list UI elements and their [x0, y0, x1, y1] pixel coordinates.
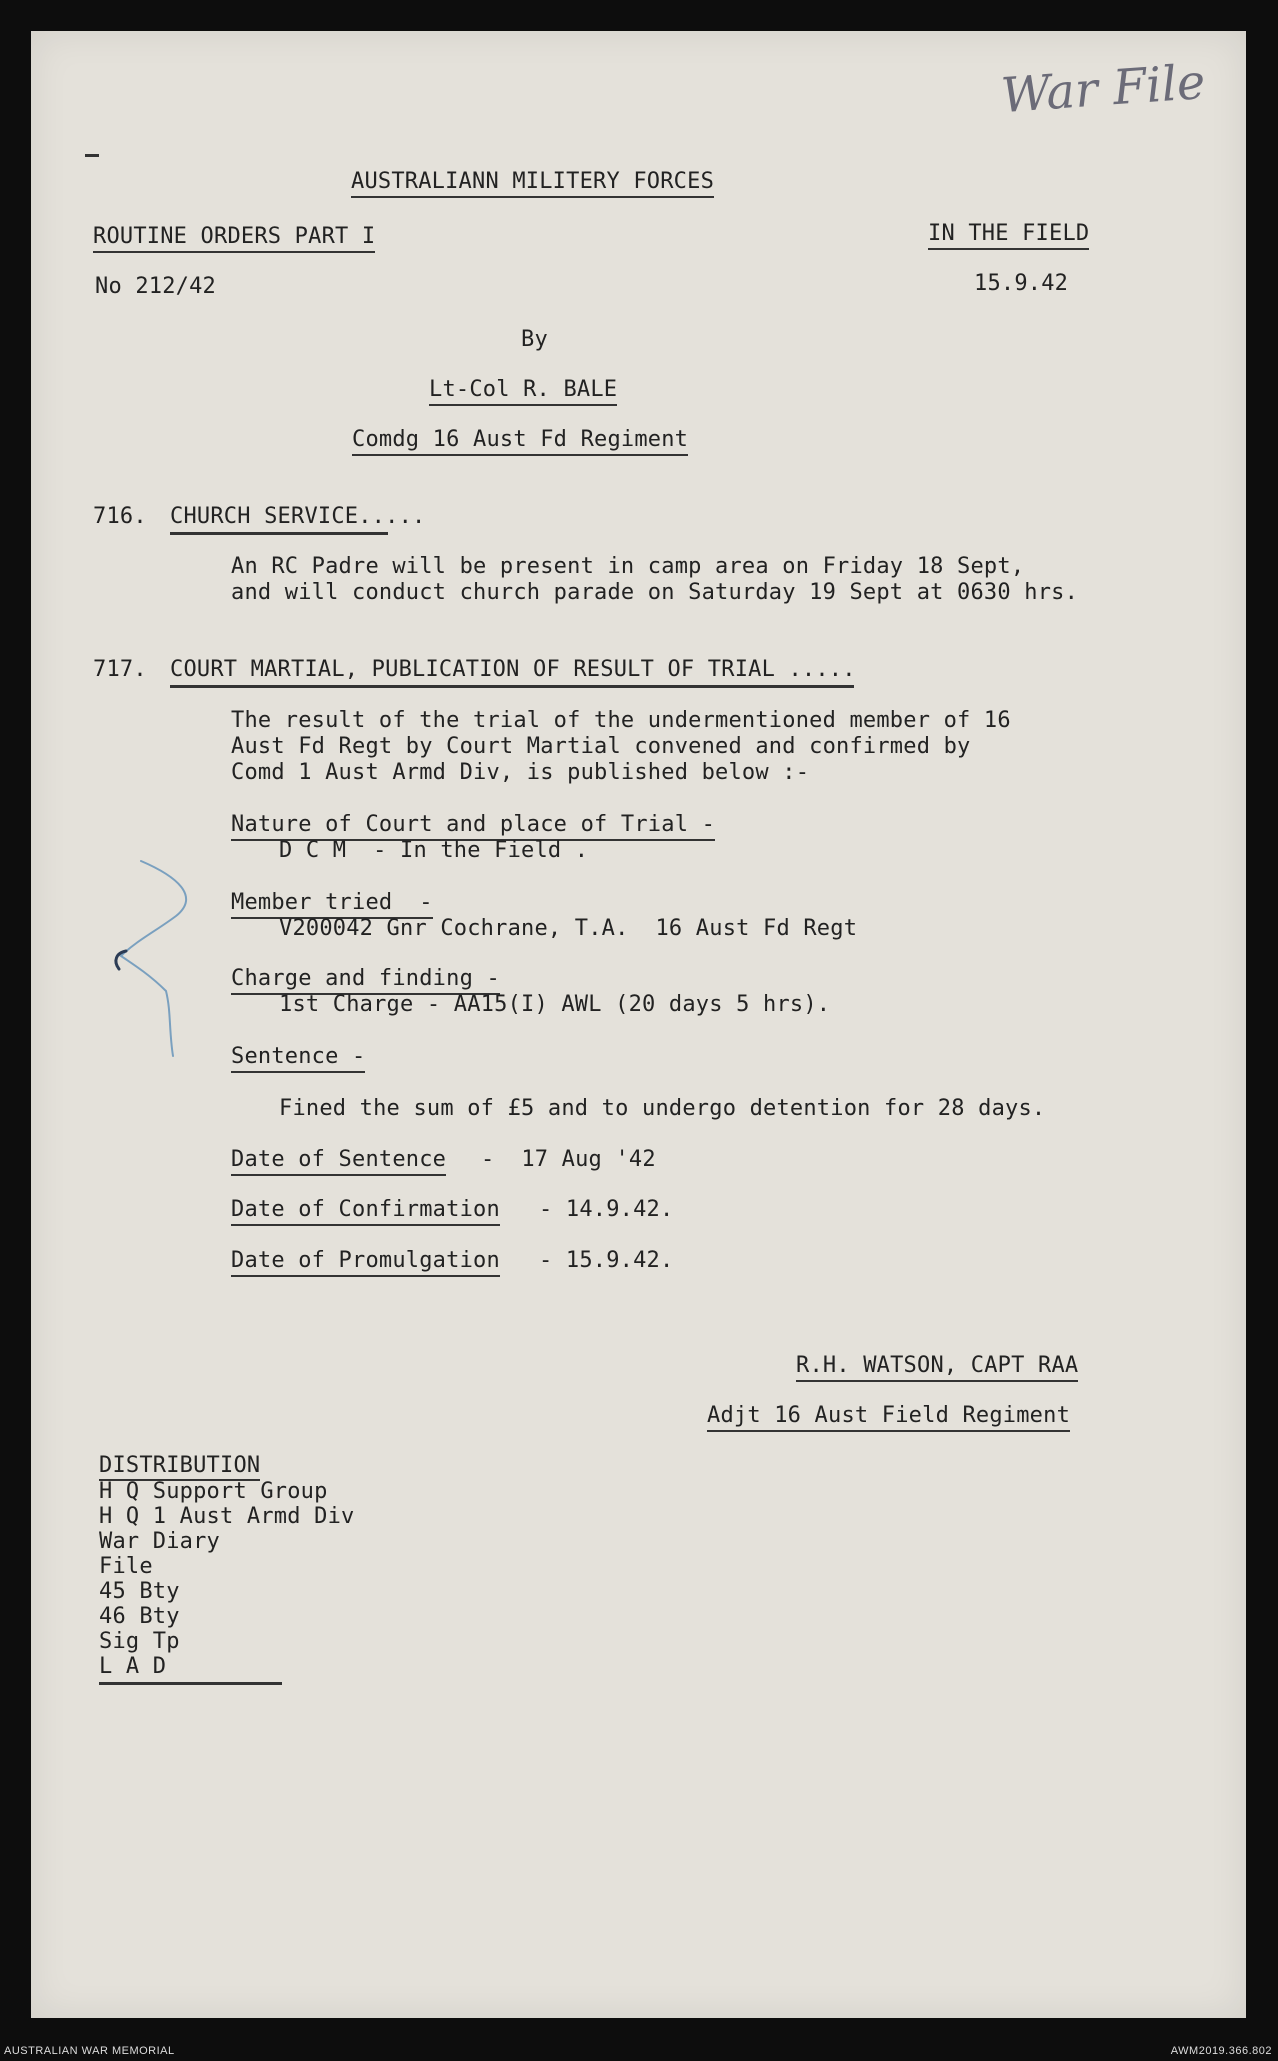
member-label: Member tried -: [231, 890, 433, 919]
routine-orders-heading: ROUTINE ORDERS PART I: [93, 224, 375, 253]
date-promulgation-value: - 15.9.42.: [539, 1248, 674, 1273]
command-unit: Comdg 16 Aust Fd Regiment: [352, 427, 688, 456]
distribution-end-rule: [99, 1682, 282, 1685]
in-the-field-heading: IN THE FIELD: [928, 221, 1089, 250]
by-line: By: [521, 327, 548, 352]
date-confirmation-label: Date of Confirmation: [231, 1197, 500, 1226]
signatory-name: R.H. WATSON, CAPT RAA: [796, 1353, 1078, 1382]
distribution-entry: Sig Tp: [99, 1629, 180, 1654]
org-heading: AUSTRALIANN MILITERY FORCES: [351, 169, 714, 198]
date-sentence-label: Date of Sentence: [231, 1147, 446, 1176]
charge-value: 1st Charge - AA15(I) AWL (20 days 5 hrs).: [279, 992, 831, 1017]
nature-label: Nature of Court and place of Trial -: [231, 812, 715, 841]
footer-credit: AUSTRALIAN WAR MEMORIAL: [4, 2045, 175, 2057]
order-number: No 212/42: [95, 274, 217, 299]
date-confirmation-value: - 14.9.42.: [539, 1197, 674, 1222]
signatory-title: Adjt 16 Aust Field Regiment: [707, 1403, 1070, 1432]
item-717-underline: [170, 685, 854, 688]
distribution-entry: H Q Support Group: [99, 1479, 328, 1504]
date-promulgation-label: Date of Promulgation: [231, 1248, 500, 1277]
sentence-value: Fined the sum of £5 and to undergo detention for 28 days.: [279, 1096, 1046, 1121]
handwritten-note: War File: [999, 53, 1208, 125]
item-717-number: 717.: [93, 657, 147, 682]
distribution-entry: War Diary: [99, 1529, 221, 1554]
member-value: V200042 Gnr Cochrane, T.A. 16 Aust Fd Regt: [279, 916, 858, 941]
document-page: [31, 31, 1246, 2018]
order-date: 15.9.42: [974, 271, 1069, 296]
stray-mark: [85, 154, 99, 157]
date-sentence-value: - 17 Aug '42: [481, 1147, 656, 1172]
item-717-body-line-2: Aust Fd Regt by Court Martial convened and confirmed by: [231, 734, 971, 759]
item-717-body-line-1: The result of the trial of the undermentioned member of 16: [231, 708, 1011, 733]
sentence-label: Sentence -: [231, 1044, 365, 1073]
blue-pen-mark: [81, 841, 211, 1071]
item-716-heading: CHURCH SERVICE.....: [170, 504, 426, 529]
distribution-entry: H Q 1 Aust Armd Div: [99, 1504, 355, 1529]
distribution-entry: 46 Bty: [99, 1604, 180, 1629]
item-716-body-line-2: and will conduct church parade on Saturday 19 Sept at 0630 hrs.: [231, 580, 1079, 605]
distribution-entry: L A D: [99, 1654, 167, 1679]
commander-name: Lt-Col R. BALE: [429, 377, 617, 406]
charge-label: Charge and finding -: [231, 966, 500, 995]
nature-value: D C M - In the Field .: [279, 838, 589, 863]
item-717-body-line-3: Comd 1 Aust Armd Div, is published below :-: [231, 760, 810, 785]
footer-accession: AWM2019.366.802: [1170, 2045, 1272, 2057]
distribution-entry: File: [99, 1554, 153, 1579]
item-717-heading: COURT MARTIAL, PUBLICATION OF RESULT OF TRIAL .....: [170, 657, 856, 682]
item-716-underline: [170, 532, 388, 535]
distribution-heading: DISTRIBUTION: [99, 1454, 260, 1481]
item-716-body-line-1: An RC Padre will be present in camp area on Friday 18 Sept,: [231, 554, 1025, 579]
item-716-number: 716.: [93, 504, 147, 529]
distribution-entry: 45 Bty: [99, 1579, 180, 1604]
